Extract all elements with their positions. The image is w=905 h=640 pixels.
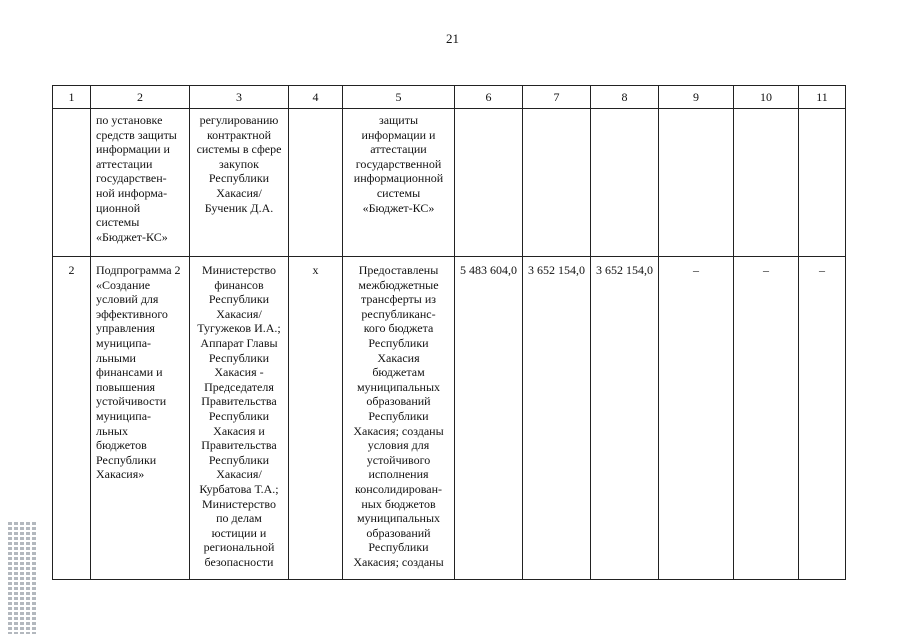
cell-line: ной информа-: [96, 185, 168, 200]
cell-line: Хакасия: [377, 350, 420, 365]
cell-line: ных бюджетов: [361, 496, 436, 511]
cell-line: Республики: [208, 292, 270, 307]
cell-line: Республики: [368, 335, 429, 350]
cell-line: системы: [376, 185, 421, 200]
cell-line: образований: [366, 394, 431, 409]
cell-line: региональной: [203, 540, 275, 555]
cell-line: Министерство: [202, 263, 276, 277]
cell-line: финансов: [214, 277, 264, 292]
cell-line: бюджетам: [372, 365, 425, 380]
cell-c6: [455, 109, 523, 257]
cell-line: Хакасия; созданы: [353, 554, 444, 569]
cell-line: системы: [96, 215, 140, 230]
cell-line: Республики: [96, 452, 157, 467]
page-number: 21: [446, 31, 459, 46]
responsible-executor-cell: [190, 257, 289, 580]
cell-line: по делам: [216, 511, 262, 526]
cell-line: межбюджетные: [358, 277, 439, 292]
column-number: 2: [91, 86, 190, 109]
cell-line: информационной: [353, 171, 444, 186]
cell-line: аттестации: [370, 142, 427, 157]
cell-line: Хакасия/: [216, 467, 262, 482]
cell-line: финансами и: [96, 365, 163, 380]
cell-line: устойчивого: [366, 452, 431, 467]
cell-c9: [659, 109, 734, 257]
amount-cell: 5 483 604,0: [455, 257, 523, 580]
table-row: [53, 109, 846, 257]
cell-line: Хакасия/: [216, 306, 262, 321]
dash-cell: –: [659, 257, 734, 580]
cell-line: государственной: [355, 156, 442, 171]
cell-line: «Создание: [96, 277, 151, 292]
cell-line: закупок: [219, 156, 259, 171]
cell-c4: х: [289, 257, 343, 580]
cell-line: Республики: [208, 408, 270, 423]
cell-line: Хакасия»: [96, 467, 145, 482]
cell-line: льных: [96, 423, 128, 438]
table-row: [53, 257, 846, 580]
cell-line: муниципальных: [356, 379, 441, 394]
cell-line: кого бюджета: [363, 321, 434, 336]
cell-line: условия для: [367, 438, 430, 453]
cell-line: Хакасия -: [214, 365, 264, 380]
cell-line: Республики: [208, 350, 270, 365]
dash-cell: –: [734, 257, 799, 580]
cell-line: Правительства: [201, 438, 277, 453]
cell-line: аттестации: [96, 156, 153, 171]
cell-line: ционной: [96, 200, 141, 215]
column-number: 11: [799, 86, 846, 109]
cell-line: льными: [96, 350, 136, 365]
measure-name-cell: [91, 257, 190, 580]
cell-line: муниципа-: [96, 335, 152, 350]
column-number: 1: [53, 86, 91, 109]
cell-line: «Бюджет-КС»: [96, 229, 168, 244]
cell-line: условий для: [96, 292, 159, 307]
cell-line: Председателя: [204, 379, 274, 394]
cell-line: Тугужеков И.А.;: [197, 321, 281, 336]
cell-line: образований: [366, 525, 431, 540]
cell-line: Республики: [208, 452, 270, 467]
column-number: 10: [734, 86, 799, 109]
cell-line: Министерство: [202, 496, 276, 511]
cell-line: повышения: [96, 379, 156, 394]
cell-line: муниципальных: [356, 511, 441, 526]
cell-line: Подпрограмма 2: [96, 263, 181, 277]
cell-line: информации и: [361, 127, 436, 142]
cell-line: защиты: [378, 113, 419, 127]
cell-line: по установке: [96, 113, 163, 127]
column-number: 6: [455, 86, 523, 109]
column-number: 3: [190, 86, 289, 109]
cell-line: информации и: [96, 142, 170, 157]
cell-line: Курбатова Т.А.;: [199, 481, 279, 496]
cell-line: средств защиты: [96, 127, 177, 142]
cell-line: юстиции и: [211, 525, 267, 540]
cell-c4: [289, 109, 343, 257]
cell-line: управления: [96, 321, 155, 336]
responsible-executor-cell: [190, 109, 289, 257]
expected-result-cell: [343, 109, 455, 257]
column-number: 4: [289, 86, 343, 109]
column-number-row: [53, 86, 846, 109]
dash-cell: –: [799, 257, 846, 580]
amount-cell: 3 652 154,0: [523, 257, 591, 580]
cell-line: Аппарат Главы: [200, 335, 278, 350]
cell-c7: [523, 109, 591, 257]
cell-line: муниципа-: [96, 408, 152, 423]
cell-line: эффективного: [96, 306, 168, 321]
expected-result-cell: [343, 257, 455, 580]
amount-cell: 3 652 154,0: [591, 257, 659, 580]
cell-line: контрактной: [206, 127, 272, 142]
cell-line: Предоставлены: [358, 263, 439, 277]
column-number: 5: [343, 86, 455, 109]
cell-line: консолидирован-: [355, 481, 442, 496]
cell-line: устойчивости: [96, 394, 167, 409]
row-number-cell: [53, 109, 91, 257]
column-number: 8: [591, 86, 659, 109]
cell-line: регулированию: [199, 113, 279, 127]
program-table: [52, 85, 846, 580]
cell-c8: [591, 109, 659, 257]
cell-line: республиканс-: [361, 306, 436, 321]
cell-line: исполнения: [368, 467, 429, 482]
cell-line: Бученик Д.А.: [204, 200, 274, 215]
cell-c11: [799, 109, 846, 257]
cell-line: «Бюджет-КС»: [362, 200, 435, 215]
cell-line: Республики: [368, 540, 429, 555]
margin-stamp: [8, 522, 42, 634]
cell-line: бюджетов: [96, 438, 147, 453]
cell-line: Республики: [368, 408, 429, 423]
cell-line: государствен-: [96, 171, 167, 186]
cell-line: Правительства: [201, 394, 277, 409]
measure-name-cell: [91, 109, 190, 257]
cell-line: Хакасия; созданы: [353, 423, 444, 438]
row-number-cell: 2: [53, 257, 91, 580]
cell-line: Хакасия и: [213, 423, 265, 438]
cell-c10: [734, 109, 799, 257]
cell-line: безопасности: [204, 554, 274, 569]
column-number: 9: [659, 86, 734, 109]
column-number: 7: [523, 86, 591, 109]
cell-line: Республики: [208, 171, 270, 186]
cell-line: системы в сфере: [196, 142, 282, 157]
cell-line: трансферты из: [360, 292, 437, 307]
cell-line: Хакасия/: [216, 185, 262, 200]
